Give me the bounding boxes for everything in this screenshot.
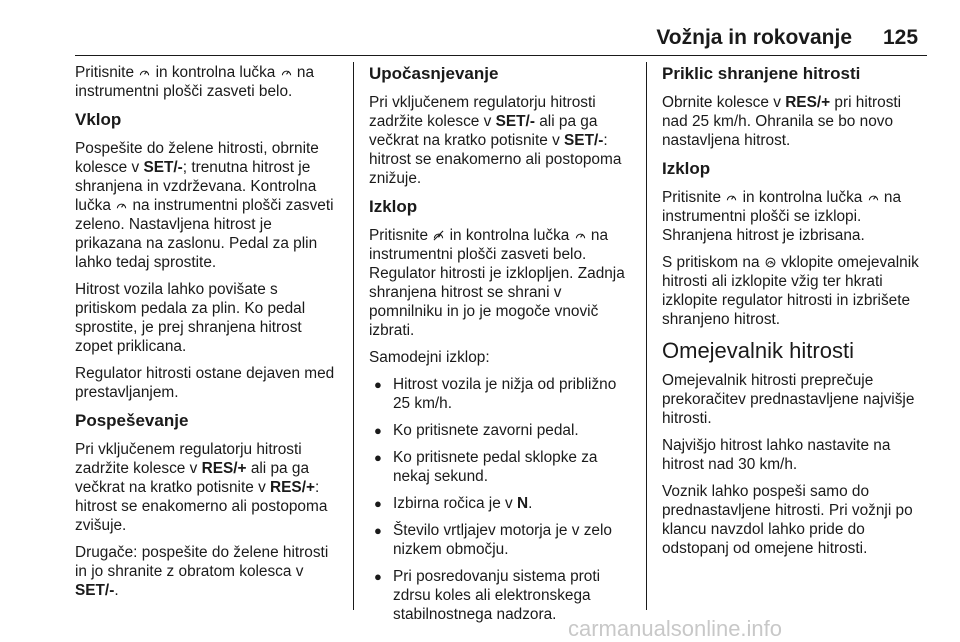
list-item: ● Ko pritisnete zavorni pedal. bbox=[369, 421, 634, 440]
bold-term: SET/- bbox=[143, 159, 183, 176]
heading-vklop: Vklop bbox=[75, 110, 122, 129]
paragraph: Voznik lahko pospeši samo do prednastavljene hitrosti. Pri vožnji po klancu navzdol lahko pride do odstopanj od omejene hitrosti. bbox=[662, 483, 913, 557]
list-item: ● Ko pritisnete pedal sklopke za nekaj sekund. bbox=[369, 448, 634, 486]
text: . bbox=[114, 582, 119, 599]
text: na instrumentni plošči zasveti belo. bbox=[75, 64, 315, 100]
text: na instrumentni plošči se izklopi. Shranjena hitrost je izbrisana. bbox=[662, 189, 902, 244]
text: Izbirna ročica je v bbox=[393, 495, 513, 512]
izklop-paragraph bbox=[662, 188, 930, 245]
text: Drugače: pospešite do želene hitrosti in jo shranite z obratom kolesca v bbox=[75, 544, 329, 580]
heading-pospesevanje: Pospeševanje bbox=[75, 411, 189, 430]
text: na instrumentni plošči zasveti belo. Regulator hitrosti je izklopljen. Zadnja shranjena hitrost se shrani v pomnilniku in jo je mogoče vnovič izbrati. bbox=[369, 227, 625, 339]
text: Obrnite kolesce v bbox=[662, 94, 781, 111]
priklic-paragraph bbox=[662, 93, 930, 150]
text: vklopite omejevalnik hitrosti ali izklopite vžig ter hkrati izklopite regulator hitrosti in izbrišete shranjeno hitrost. bbox=[662, 254, 919, 328]
heading-priklic: Priklic shranjene hitrosti bbox=[662, 64, 861, 83]
upocasnjevanje-paragraph bbox=[369, 93, 634, 188]
drugace-paragraph bbox=[75, 543, 341, 600]
samodejni-label: Samodejni izklop: bbox=[369, 349, 490, 366]
cruise-control-icon bbox=[139, 67, 150, 78]
cruise-control-icon bbox=[281, 67, 292, 78]
cruise-control-icon bbox=[868, 192, 879, 203]
bold-term: RES/+ bbox=[270, 479, 315, 496]
column-divider-1 bbox=[353, 62, 354, 610]
text: : hitrost se enakomerno ali postopoma zvišuje. bbox=[75, 479, 328, 534]
list-item: ● Število vrtljajev motorja je v zelo nizkem območju. bbox=[369, 521, 634, 559]
text: Pri vključenem regulatorju hitrosti zadržite kolesce v bbox=[75, 441, 302, 477]
speed-limiter-icon bbox=[765, 257, 776, 268]
bold-term: RES/+ bbox=[785, 94, 831, 111]
bold-term: SET/- bbox=[564, 132, 604, 149]
auto-off-list bbox=[369, 375, 634, 624]
heading-izklop: Izklop bbox=[662, 159, 711, 178]
text: Pospešite do želene hitrosti, obrnite kolesce v bbox=[75, 140, 319, 176]
bold-term: SET/- bbox=[495, 113, 535, 130]
bold-term: RES/+ bbox=[201, 460, 247, 477]
intro-paragraph bbox=[75, 63, 341, 101]
cruise-off-icon bbox=[433, 230, 444, 241]
paragraph: Regulator hitrosti ostane dejaven med prestavljanjem. bbox=[75, 365, 335, 401]
text: S pritiskom na bbox=[662, 254, 760, 271]
cruise-control-icon bbox=[726, 192, 737, 203]
text: ali pa ga večkrat na kratko potisnite v bbox=[75, 460, 310, 496]
text: Pritisnite bbox=[75, 64, 135, 81]
column-3 bbox=[662, 63, 930, 566]
vklop-paragraph bbox=[75, 139, 341, 272]
heading-upocasnjevanje: Upočasnjevanje bbox=[369, 64, 499, 83]
text: in kontrolna lučka bbox=[155, 64, 276, 81]
page-number: 125 bbox=[883, 26, 919, 49]
paragraph: Hitrost vozila lahko povišate s pritiskom pedala za plin. Ko pedal sprostite, je prej shranjena hitrost zopet priklicana. bbox=[75, 281, 306, 355]
list-item: ● Pri posredovanju sistema proti zdrsu koles ali elektronskega stabilnostnega nadzora. bbox=[369, 567, 634, 624]
paragraph: Najvišjo hitrost lahko nastavite na hitrost nad 30 km/h. bbox=[662, 437, 891, 473]
text: Pritisnite bbox=[662, 189, 722, 206]
text: in kontrolna lučka bbox=[449, 227, 570, 244]
page-header bbox=[0, 0, 960, 62]
text: Pri vključenem regulatorju hitrosti zadržite kolesce v bbox=[369, 94, 596, 130]
bold-term: SET/- bbox=[75, 582, 115, 599]
paragraph: Omejevalnik hitrosti preprečuje prekoračitev prednastavljene najvišje hitrosti. bbox=[662, 372, 915, 427]
section-title: Vožnja in rokovanje bbox=[656, 26, 852, 49]
text: Pritisnite bbox=[369, 227, 429, 244]
cruise-control-icon bbox=[116, 200, 127, 211]
text: in kontrolna lučka bbox=[742, 189, 863, 206]
text: : hitrost se enakomerno ali postopoma znižuje. bbox=[369, 132, 622, 187]
text: ; trenutna hitrost je shranjena in vzdrževana. Kontrolna lučka bbox=[75, 159, 317, 214]
list-item bbox=[369, 494, 634, 513]
text: na instrumentni plošči zasveti zeleno. Nastavljena hitrost je prikazana na zaslonu. Pedal za plin lahko tedaj sprostite. bbox=[75, 197, 334, 271]
limiter-switch-paragraph bbox=[662, 253, 930, 329]
izklop-paragraph bbox=[369, 226, 634, 340]
list-item: ● Hitrost vozila je nižja od približno 25 km/h. bbox=[369, 375, 634, 413]
column-2 bbox=[369, 63, 634, 632]
column-divider-2 bbox=[646, 62, 647, 610]
cruise-control-icon bbox=[575, 230, 586, 241]
text: pri hitrosti nad 25 km/h. Ohranila se bo novo nastavljena hitrost. bbox=[662, 94, 902, 149]
text: . bbox=[528, 495, 533, 512]
bold-term: N bbox=[517, 495, 529, 512]
heading-omejevalnik: Omejevalnik hitrosti bbox=[662, 338, 854, 363]
pospesevanje-paragraph bbox=[75, 440, 341, 535]
header-rule bbox=[75, 55, 927, 56]
column-1 bbox=[75, 63, 341, 608]
heading-izklop: Izklop bbox=[369, 197, 418, 216]
watermark: carmanualsonline.info bbox=[568, 616, 783, 641]
text: ali pa ga večkrat na kratko potisnite v bbox=[369, 113, 598, 149]
